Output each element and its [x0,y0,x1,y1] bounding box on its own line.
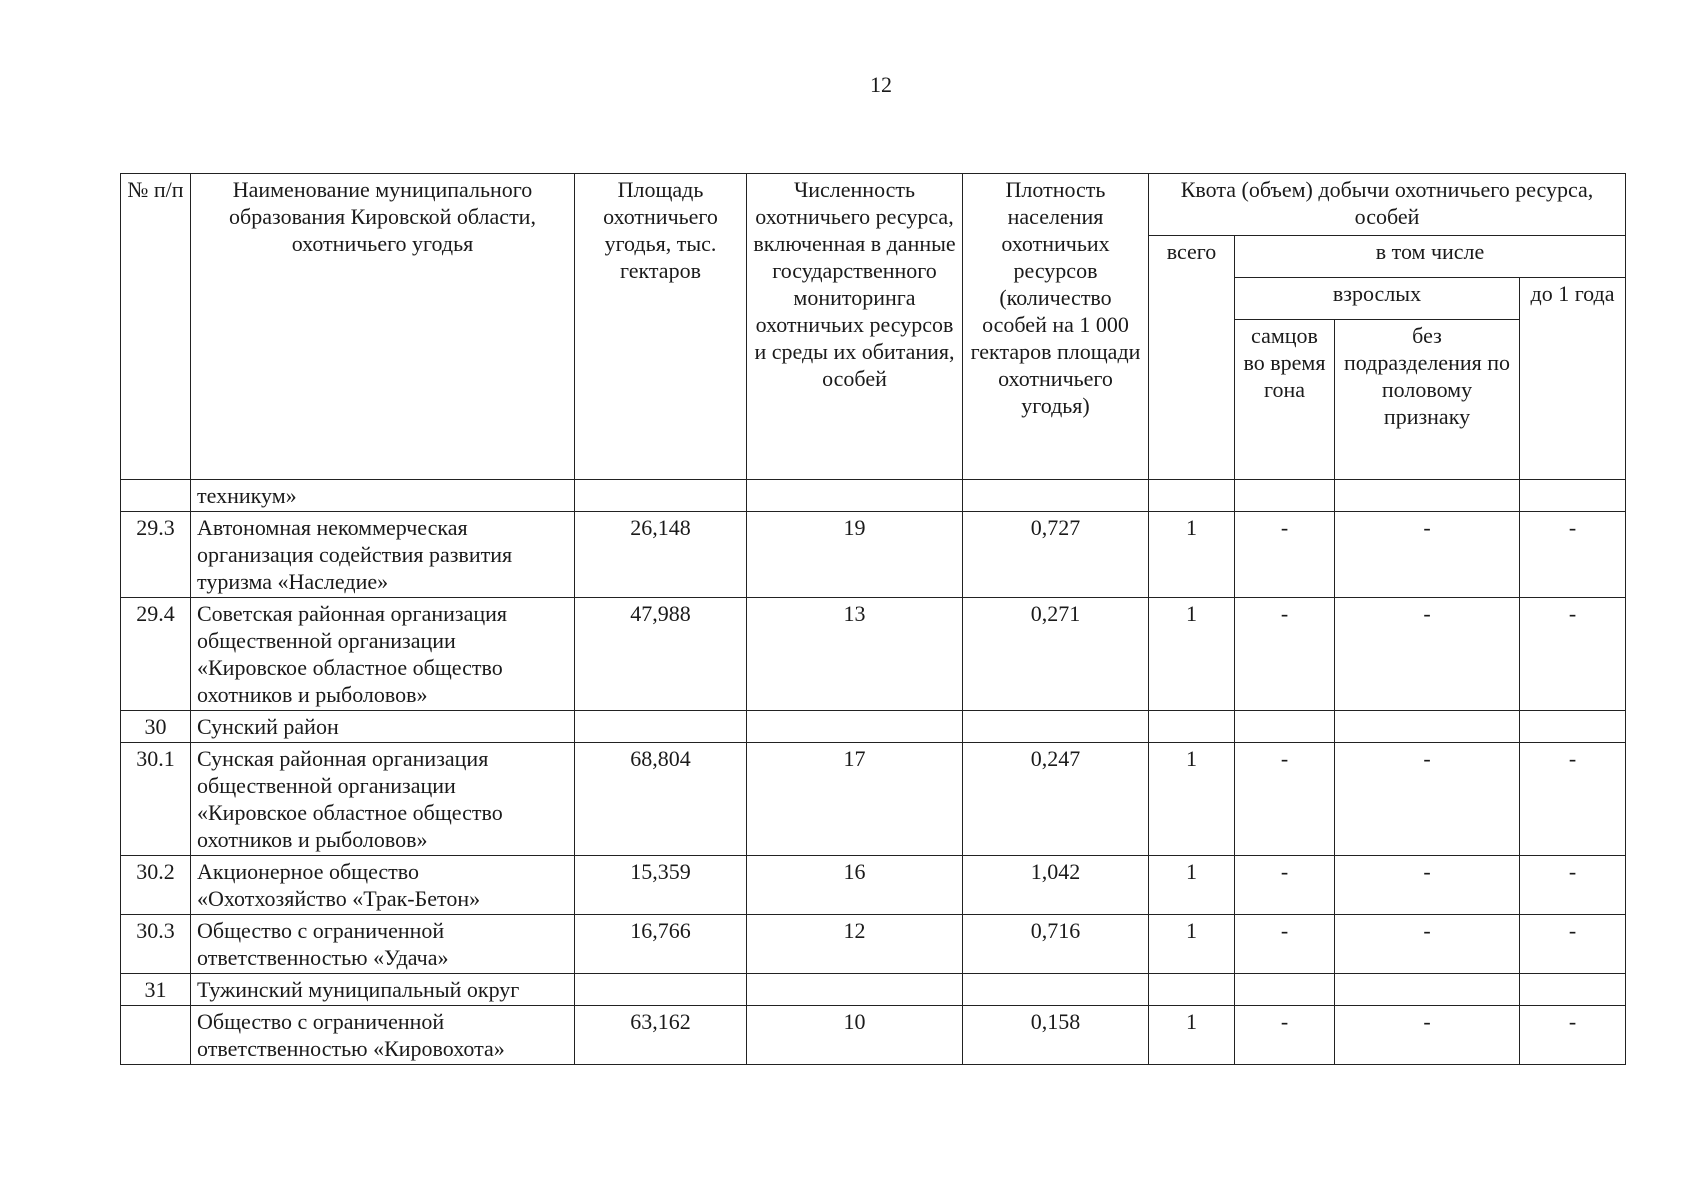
row-young: - [1520,743,1626,856]
row-count: 19 [747,512,963,598]
row-density: 0,247 [963,743,1149,856]
row-total: 1 [1149,915,1235,974]
row-name: Автономная некоммерческая организация содействия развития туризма «Наследие» [191,512,575,598]
row-name: Общество с ограниченной ответственностью «Кировохота» [191,1006,575,1065]
row-males: - [1235,598,1335,711]
row-area: 68,804 [575,743,747,856]
row-total: 1 [1149,512,1235,598]
row-area [575,480,747,512]
row-name: Общество с ограниченной ответственностью «Удача» [191,915,575,974]
row-num: 31 [121,974,191,1006]
header-name: Наименование муниципального образования Кировской области, охотничьего угодья [191,174,575,480]
row-males: - [1235,743,1335,856]
row-count [747,711,963,743]
row-nosex: - [1335,598,1520,711]
row-num [121,1006,191,1065]
row-count: 17 [747,743,963,856]
row-young [1520,480,1626,512]
row-young [1520,974,1626,1006]
row-nosex: - [1335,915,1520,974]
row-nosex [1335,480,1520,512]
row-nosex [1335,974,1520,1006]
row-young: - [1520,915,1626,974]
row-males [1235,974,1335,1006]
row-count: 16 [747,856,963,915]
table-row [121,512,1626,598]
row-num [121,480,191,512]
row-males: - [1235,915,1335,974]
row-area: 15,359 [575,856,747,915]
row-density: 0,727 [963,512,1149,598]
page-number: 12 [870,72,892,97]
row-density [963,480,1149,512]
row-males [1235,711,1335,743]
row-nosex: - [1335,512,1520,598]
row-total: 1 [1149,598,1235,711]
header-total: всего [1149,236,1235,480]
row-density: 1,042 [963,856,1149,915]
header-males-rut: самцов во время гона [1235,320,1335,480]
header-under-one: до 1 года [1520,278,1626,480]
row-nosex: - [1335,856,1520,915]
row-name: техникум» [191,480,575,512]
row-count: 13 [747,598,963,711]
row-total [1149,480,1235,512]
row-count: 10 [747,1006,963,1065]
row-young [1520,711,1626,743]
row-name: Советская районная организация общественной организации «Кировское областное общество охотников и рыболовов» [191,598,575,711]
row-young: - [1520,856,1626,915]
row-density: 0,716 [963,915,1149,974]
row-num: 30.2 [121,856,191,915]
row-area [575,974,747,1006]
quota-table [120,173,1626,1065]
row-area [575,711,747,743]
row-nosex: - [1335,743,1520,856]
header-no-sex: без подразделения по половому признаку [1335,320,1520,480]
row-young: - [1520,512,1626,598]
row-area: 47,988 [575,598,747,711]
row-area: 26,148 [575,512,747,598]
row-nosex: - [1335,1006,1520,1065]
row-males: - [1235,512,1335,598]
header-area: Площадь охотничьего угодья, тыс. гектаров [575,174,747,480]
row-num: 30.1 [121,743,191,856]
row-density [963,974,1149,1006]
row-num: 29.3 [121,512,191,598]
row-young: - [1520,598,1626,711]
row-total: 1 [1149,743,1235,856]
row-num: 30.3 [121,915,191,974]
row-total: 1 [1149,856,1235,915]
table-row [121,1006,1626,1065]
row-young: - [1520,1006,1626,1065]
row-density: 0,271 [963,598,1149,711]
table-row [121,856,1626,915]
row-total: 1 [1149,1006,1235,1065]
row-males: - [1235,1006,1335,1065]
row-total [1149,974,1235,1006]
header-quota: Квота (объем) добычи охотничьего ресурса, особей [1149,174,1626,236]
row-area: 63,162 [575,1006,747,1065]
row-area: 16,766 [575,915,747,974]
row-density: 0,158 [963,1006,1149,1065]
row-name: Сунская районная организация общественной организации «Кировское областное общество охотников и рыболовов» [191,743,575,856]
row-total [1149,711,1235,743]
row-name: Сунский район [191,711,575,743]
header-count: Численность охотничьего ресурса, включенная в данные государственного мониторинга охотничьих ресурсов и среды их обитания, особей [747,174,963,480]
row-nosex [1335,711,1520,743]
row-count [747,974,963,1006]
row-num: 30 [121,711,191,743]
table-row [121,598,1626,711]
table-row [121,915,1626,974]
row-count: 12 [747,915,963,974]
row-males: - [1235,856,1335,915]
row-name: Тужинский муниципальный округ [191,974,575,1006]
header-including: в том числе [1235,236,1626,278]
row-name: Акционерное общество «Охотхозяйство «Трак-Бетон» [191,856,575,915]
table-row [121,711,1626,743]
row-num: 29.4 [121,598,191,711]
table-row [121,480,1626,512]
row-count [747,480,963,512]
header-adults: взрослых [1235,278,1520,320]
table-row [121,743,1626,856]
header-density: Плотность населения охотничьих ресурсов (количество особей на 1 000 гектаров площади охотничьего угодья) [963,174,1149,480]
row-males [1235,480,1335,512]
header-num: № п/п [121,174,191,480]
row-density [963,711,1149,743]
table-row [121,974,1626,1006]
